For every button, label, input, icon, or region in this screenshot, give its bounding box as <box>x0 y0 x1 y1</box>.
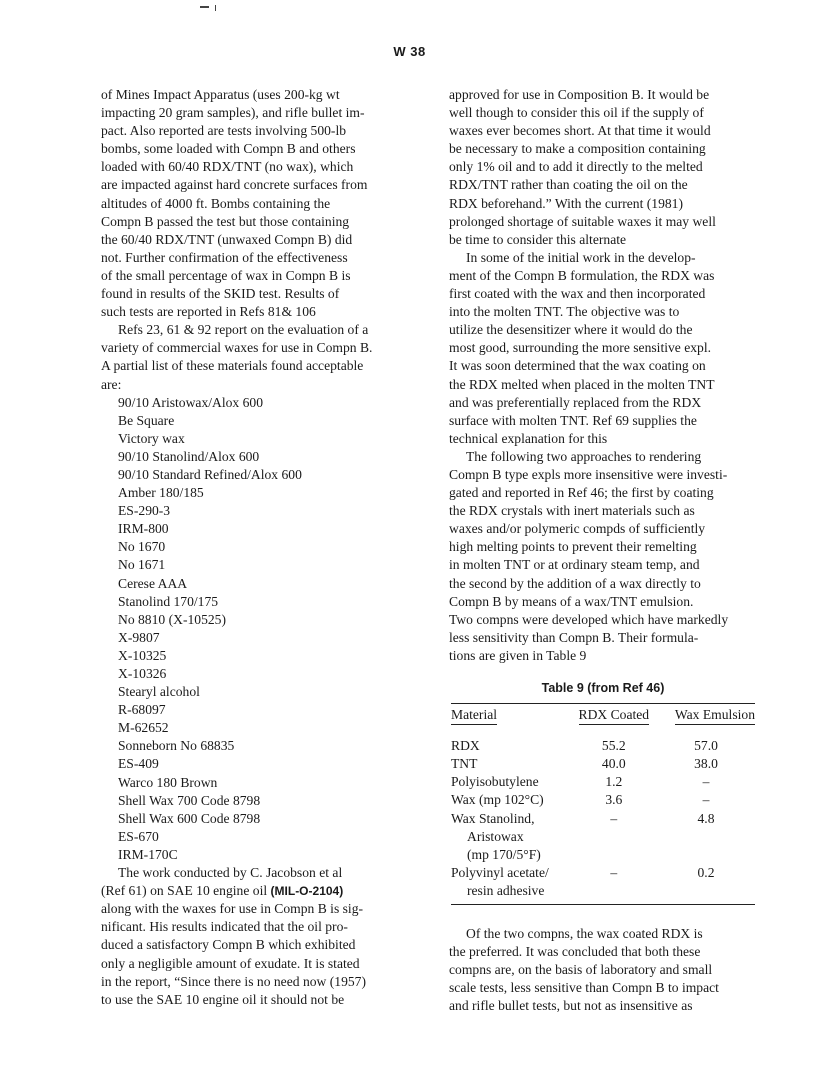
column-header-wax-emulsion <box>657 704 755 728</box>
material-subname: (mp 170/5°F) <box>467 846 541 862</box>
text-line: utilize the desensitizer where it would do the <box>449 322 693 338</box>
cell-wax-emulsion: 57.0 <box>694 738 718 754</box>
table-row <box>451 727 755 755</box>
text-line: the RDX crystals with inert materials such as <box>449 503 695 519</box>
list-item: Amber 180/185 <box>118 485 204 501</box>
material-subname: resin adhesive <box>467 882 545 898</box>
cell-wax-emulsion: – <box>702 774 710 790</box>
text-line: prolonged shortage of suitable waxes it may well <box>449 213 716 229</box>
cell-wax-emulsion: 38.0 <box>694 756 718 772</box>
cell-wax-emulsion: 4.8 <box>697 810 715 826</box>
list-item: IRM-800 <box>118 521 169 537</box>
list-item: X-10325 <box>118 647 167 663</box>
header-label: Wax Emulsion <box>675 707 755 725</box>
list-item: Warco 180 Brown <box>118 774 218 790</box>
left-paragraph-2 <box>101 321 401 393</box>
material-name: Polyvinyl acetate/ <box>451 864 549 880</box>
text-line: duced a satisfactory Compn B which exhibited <box>101 937 356 953</box>
text-line: Compn B type expls more insensitive were investi- <box>449 466 728 482</box>
text-line: in molten TNT or at ordinary steam temp, and <box>449 557 700 573</box>
left-paragraph-1 <box>101 86 401 321</box>
right-column <box>449 86 757 1016</box>
list-item: No 1671 <box>118 557 166 573</box>
scan-mark <box>215 5 216 11</box>
list-item: X-9807 <box>118 629 160 645</box>
text-line: high melting points to prevent their remelting <box>449 539 697 555</box>
text-line: tions are given in Table 9 <box>449 647 587 663</box>
list-item: Stearyl alcohol <box>118 684 200 700</box>
text-line: of Mines Impact Apparatus (uses 200-kg wt <box>101 87 340 102</box>
text-line: the RDX melted when placed in the molten TNT <box>449 376 715 392</box>
wax-list <box>101 394 401 864</box>
cell-rdx-coated: 40.0 <box>601 756 626 772</box>
cell-material: TNT <box>451 756 478 772</box>
text-line: The following two approaches to rendering <box>466 448 702 464</box>
text-line: are impacted against hard concrete surfaces from <box>101 177 368 193</box>
text-line: in the report, “Since there is no need now (1957) <box>101 973 366 989</box>
text-line: loaded with 60/40 RDX/TNT (no wax), which <box>101 159 354 175</box>
cell-rdx-coated: – <box>610 864 618 880</box>
text-line <box>101 882 401 900</box>
text-line: The work conducted by C. Jacobson et al <box>118 865 343 881</box>
text-line: are: <box>101 376 122 392</box>
list-item: 90/10 Aristowax/Alox 600 <box>118 394 263 410</box>
formulation-table <box>451 703 755 905</box>
text-line: Compn B by means of a wax/TNT emulsion. <box>449 593 694 609</box>
table-row <box>451 864 755 905</box>
cell-rdx-coated: 55.2 <box>601 738 626 754</box>
text-line: gated and reported in Ref 46; the first by coating <box>449 485 714 501</box>
text-line: most good, surrounding the more sensitive expl. <box>449 340 712 356</box>
text-line: less sensitivity than Compn B. Their formula- <box>449 629 699 645</box>
text-line: A partial list of these materials found acceptable <box>101 358 364 374</box>
list-item: 90/10 Stanolind/Alox 600 <box>118 448 260 464</box>
list-item: 90/10 Standard Refined/Alox 600 <box>118 466 302 482</box>
list-item: Shell Wax 700 Code 8798 <box>118 792 261 808</box>
cell-material <box>451 810 571 864</box>
text-line: RDX/TNT rather than coating the oil on the <box>449 177 688 193</box>
text-line: In some of the initial work in the develop- <box>466 249 696 265</box>
text-line: only a negligible amount of exudate. It is stated <box>101 955 360 971</box>
list-item: No 1670 <box>118 539 166 555</box>
text-line: technical explanation for this <box>449 430 608 446</box>
text-line: surface with molten TNT. Ref 69 supplies the <box>449 412 697 428</box>
text-line: Refs 23, 61 & 92 report on the evaluation of a <box>118 322 369 338</box>
list-item: IRM-170C <box>118 846 178 862</box>
header-label: RDX Coated <box>579 707 650 725</box>
list-item: ES-409 <box>118 756 159 772</box>
cell-rdx-coated: 3.6 <box>605 792 623 808</box>
text-line: be time to consider this alternate <box>449 231 627 247</box>
list-item: ES-670 <box>118 828 159 844</box>
text-line: pact. Also reported are tests involving 500-lb <box>101 123 347 139</box>
text-line: and was preferentially replaced from the RDX <box>449 394 702 410</box>
cell-wax-emulsion: – <box>702 792 710 808</box>
text-line: nificant. His results indicated that the oil pro- <box>101 919 348 935</box>
text-line: the second by the addition of a wax directly to <box>449 575 701 591</box>
table-caption: Table 9 (from Ref 46) <box>541 681 665 695</box>
material-subname: Aristowax <box>467 828 524 844</box>
text-line: waxes and/or polymeric compds of sufficiently <box>449 521 706 537</box>
text-line: found in results of the SKID test. Results of <box>101 286 340 302</box>
table-row <box>451 773 755 791</box>
text-line: such tests are reported in Refs 81& 106 <box>101 304 316 320</box>
text-line: altitudes of 4000 ft. Bombs containing the <box>101 195 331 211</box>
text-line: impacting 20 gram samples), and rifle bullet im- <box>101 105 365 121</box>
text-line: variety of commercial waxes for use in Compn B. <box>101 340 373 356</box>
column-header-rdx-coated <box>571 704 657 728</box>
right-paragraph-1 <box>449 86 757 249</box>
text-line: of the small percentage of wax in Compn B is <box>101 267 351 283</box>
text-line: It was soon determined that the wax coating on <box>449 358 706 374</box>
text-line: into the molten TNT. The objective was to <box>449 304 680 320</box>
list-item: Shell Wax 600 Code 8798 <box>118 810 261 826</box>
left-column <box>101 86 401 1009</box>
cell-rdx-coated: 1.2 <box>605 774 623 790</box>
table-row <box>451 791 755 809</box>
cell-material: Wax (mp 102°C) <box>451 792 544 808</box>
text-line: first coated with the wax and then incorporated <box>449 286 706 302</box>
list-item: X-10326 <box>118 666 167 681</box>
text-line: well though to consider this oil if the supply of <box>449 105 704 121</box>
list-item: ES-290-3 <box>118 503 171 519</box>
scan-mark <box>200 6 209 8</box>
text-line: bombs, some loaded with Compn B and others <box>101 141 356 157</box>
text-line: compns are, on the basis of laboratory and small <box>449 962 713 978</box>
right-paragraph-3 <box>449 448 757 665</box>
material-name: Wax Stanolind, <box>451 810 535 826</box>
text-line: RDX beforehand.” With the current (1981) <box>449 195 683 211</box>
spec-code: (MIL-O-2104) <box>270 884 344 899</box>
table-row <box>451 755 755 773</box>
text-line: to use the SAE 10 engine oil it should not be <box>101 991 345 1007</box>
text-line: ment of the Compn B formulation, the RDX was <box>449 267 715 283</box>
text-line: waxes ever becomes short. At that time it would <box>449 123 711 139</box>
text-line: only 1% oil and to add it directly to the melted <box>449 159 703 175</box>
text-line: the 60/40 RDX/TNT (unwaxed Compn B) did <box>101 231 353 247</box>
text-line: Two compns were developed which have markedly <box>449 611 729 627</box>
cell-material: Polyisobutylene <box>451 774 539 790</box>
table-row <box>451 810 755 864</box>
page-number: W 38 <box>393 44 426 59</box>
list-item: Be Square <box>118 412 175 428</box>
text-line: the preferred. It was concluded that both these <box>449 944 701 960</box>
right-paragraph-4 <box>449 925 757 1015</box>
cell-wax-emulsion: 0.2 <box>697 864 715 880</box>
text-line: be necessary to make a composition containing <box>449 141 706 157</box>
list-item: No 8810 (X-10525) <box>118 611 226 627</box>
cell-material: RDX <box>451 738 480 754</box>
list-item: Sonneborn No 68835 <box>118 738 235 754</box>
cell-material <box>451 864 571 905</box>
text-line: Of the two compns, the wax coated RDX is <box>466 926 703 942</box>
text-fragment: (Ref 61) on SAE 10 engine oil <box>101 883 271 899</box>
header-label: Material <box>451 707 497 725</box>
text-line: along with the waxes for use in Compn B is sig- <box>101 901 364 917</box>
text-line: scale tests, less sensitive than Compn B to impact <box>449 980 719 996</box>
text-line: approved for use in Composition B. It would be <box>449 87 710 102</box>
list-item: R-68097 <box>118 702 166 718</box>
cell-rdx-coated: – <box>610 810 618 826</box>
text-line: not. Further confirmation of the effectiveness <box>101 249 348 265</box>
list-item: Victory wax <box>118 430 185 446</box>
list-item: Stanolind 170/175 <box>118 593 219 609</box>
text-line: Compn B passed the test but those containing <box>101 213 350 229</box>
left-paragraph-3 <box>101 864 401 1009</box>
column-header-material <box>451 704 571 728</box>
list-item: Cerese AAA <box>118 575 188 591</box>
list-item: M-62652 <box>118 720 169 736</box>
text-line: and rifle bullet tests, but not as insensitive as <box>449 998 693 1014</box>
table-header-row <box>451 704 755 728</box>
right-paragraph-2 <box>449 249 757 448</box>
